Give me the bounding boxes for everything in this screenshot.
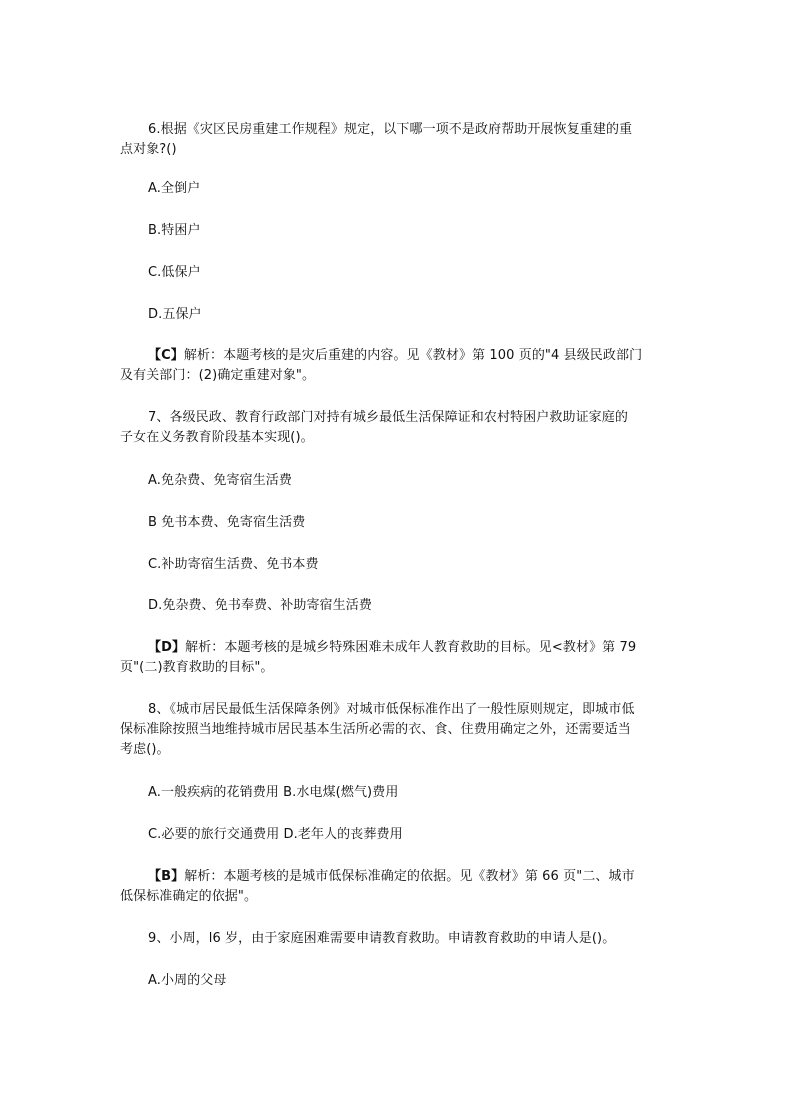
q6-answer: 【C】 <box>148 348 184 363</box>
q8-analysis-line-2: 低保标准确定的依据"。 <box>120 889 258 904</box>
q6-analysis-text-1: 解析：本题考核的是灾后重建的内容。见《教材》第 100 页的"4 县级民政部门 <box>183 348 643 363</box>
q6-option-c: C.低保户 <box>148 265 201 280</box>
q8-answer: 【B】 <box>148 869 185 884</box>
q7-analysis-line-1 <box>148 639 636 657</box>
q6-stem-line-1: 6.根据《灾区民房重建工作规程》规定，以下哪一项不是政府帮助开展恢复重建的重 <box>148 122 633 137</box>
q7-option-d: D.免杂费、免书奉费、补助寄宿生活费 <box>148 598 372 613</box>
q7-option-a: A.免杂费、免寄宿生活费 <box>148 473 292 488</box>
q9-option-a: A.小周的父母 <box>148 973 227 988</box>
q7-stem-line-2: 子女在义务教育阶段基本实现()。 <box>120 430 314 445</box>
q6-option-d: D.五保户 <box>148 307 202 322</box>
q9-stem-line-1: 9、小周，l6 岁，由于家庭困难需要申请教育救助。申请教育救助的申请人是()。 <box>148 931 616 946</box>
q8-analysis-line-1 <box>148 868 635 886</box>
q6-option-a: A.全倒户 <box>148 181 201 196</box>
q6-analysis-line-1 <box>148 347 642 365</box>
q6-option-b: B.特困户 <box>148 223 201 238</box>
q7-analysis-text-1: 解析：本题考核的是城乡特殊困难未成年人教育救助的目标。见<教材》第 79 <box>185 640 637 655</box>
q8-stem-line-2: 保标准除按照当地维持城市居民基本生活所必需的衣、食、住费用确定之外，还需要适当 <box>120 722 631 737</box>
q7-option-c: C.补助寄宿生活费、免书本费 <box>148 557 319 572</box>
q8-options-line-1: A.一般疾病的花销费用 B.水电煤(燃气)费用 <box>148 785 399 800</box>
q8-stem-line-1: 8、《城市居民最低生活保障条例》对城市低保标准作出了一般性原则规定，即城市低 <box>148 702 635 717</box>
q7-stem-line-1: 7、各级民政、教育行政部门对持有城乡最低生活保障证和农村特困户救助证家庭的 <box>148 410 628 425</box>
q7-answer: 【D】 <box>148 640 186 655</box>
q8-analysis-text-1: 解析：本题考核的是城市低保标准确定的依据。见《教材》第 66 页"二、城市 <box>184 869 635 884</box>
q6-analysis-line-2: 及有关部门：(2)确定重建对象"。 <box>120 368 316 383</box>
q8-options-line-2: C.必要的旅行交通费用 D.老年人的丧葬费用 <box>148 827 403 842</box>
q8-stem-line-3: 考虑()。 <box>120 742 170 757</box>
q7-option-b: B 免书本费、免寄宿生活费 <box>148 515 306 530</box>
q7-analysis-line-2: 页"(二)教育救助的目标"。 <box>120 660 274 675</box>
q6-stem-line-2: 点对象?() <box>120 142 177 157</box>
